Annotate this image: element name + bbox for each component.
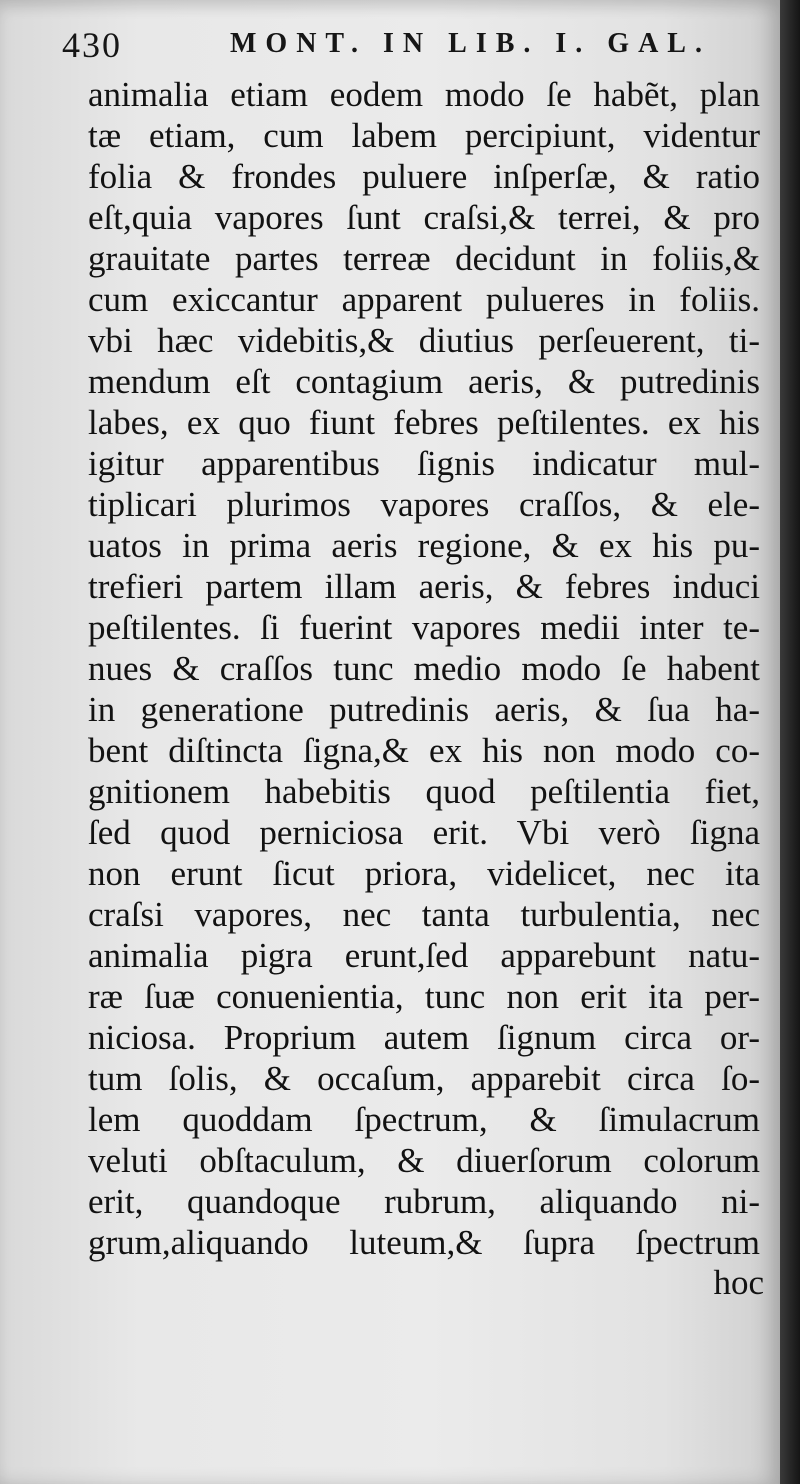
- text-line: veluti obſtaculum, & diuerſorum colorum: [88, 1141, 760, 1180]
- text-line: in generatione putredinis aeris, & ſua ha-: [88, 690, 760, 729]
- text-line: peſtilentes. ſi fuerint vapores medii inter te-: [88, 608, 760, 647]
- text-line: mendum eſt contagium aeris, & putredinis: [88, 362, 760, 401]
- text-line: cum exiccantur apparent pulueres in foliis.: [88, 280, 760, 319]
- text-line: uatos in prima aeris regione, & ex his pu-: [88, 526, 760, 565]
- text-line: animalia etiam eodem modo ſe habẽt, plan: [88, 75, 760, 114]
- text-line: animalia pigra erunt,ſed apparebunt natu-: [88, 936, 760, 975]
- text-line: bent diſtincta ſigna,& ex his non modo co-: [88, 731, 760, 770]
- text-line: tum ſolis, & occaſum, apparebit circa ſo-: [88, 1059, 760, 1098]
- body-text: [88, 74, 768, 1303]
- text-line: tæ etiam, cum labem percipiunt, videntur: [88, 116, 760, 155]
- text-line: erit, quandoque rubrum, aliquando ni-: [88, 1182, 760, 1221]
- text-line: ræ ſuæ conuenientia, tunc non erit ita per-: [88, 977, 760, 1016]
- catchword: hoc: [713, 1263, 764, 1302]
- text-line: grauitate partes terreæ decidunt in foliis,&: [88, 239, 760, 278]
- running-title: MONT. IN LIB. I. GAL.: [230, 28, 711, 59]
- text-line: gnitionem habebitis quod peſtilentia fiet,: [88, 772, 760, 811]
- text-line: trefieri partem illam aeris, & febres induci: [88, 567, 760, 606]
- text-line: labes, ex quo fiunt febres peſtilentes. ex his: [88, 403, 760, 442]
- text-line: eſt,quia vapores ſunt craſsi,& terrei, & pro: [88, 198, 760, 237]
- text-line: vbi hæc videbitis,& diutius perſeuerent, ti-: [88, 321, 760, 360]
- text-line: igitur apparentibus ſignis indicatur mul-: [88, 444, 760, 483]
- text-line: nues & craſſos tunc medio modo ſe habent: [88, 649, 760, 688]
- text-line: folia & frondes puluere inſperſæ, & ratio: [88, 157, 760, 196]
- text-line: non erunt ſicut priora, videlicet, nec ita: [88, 854, 760, 893]
- text-line: tiplicari plurimos vapores craſſos, & ele-: [88, 485, 760, 524]
- text-line: niciosa. Proprium autem ſignum circa or-: [88, 1018, 760, 1057]
- text-line: ſed quod perniciosa erit. Vbi verò ſigna: [88, 813, 760, 852]
- running-head: [62, 24, 711, 72]
- text-line: lem quoddam ſpectrum, & ſimulacrum: [88, 1100, 760, 1139]
- text-line: grum,aliquando luteum,& ſupra ſpectrum: [88, 1223, 760, 1262]
- page-number: 430: [62, 25, 122, 65]
- text-line: craſsi vapores, nec tanta turbulentia, nec: [88, 895, 760, 934]
- page-edge-shadow: [780, 0, 800, 1484]
